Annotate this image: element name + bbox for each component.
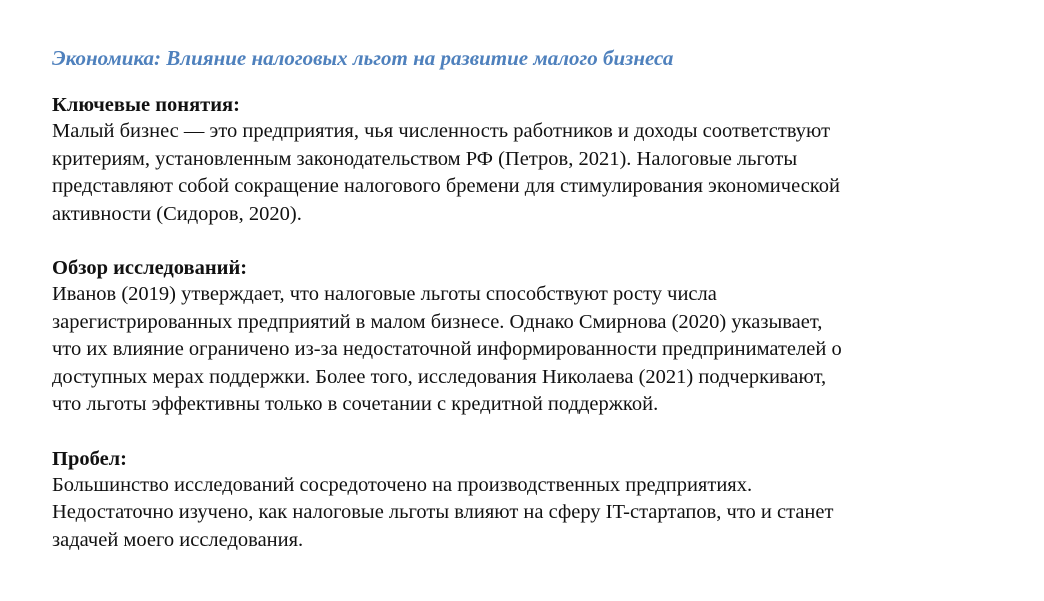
text-line: Малый бизнес — это предприятия, чья численность работников и доходы соответствуют (52, 120, 831, 142)
text-line: критериям, установленным законодательством РФ (Петров, 2021). Налоговые льготы (52, 147, 798, 170)
text-line: активности (Сидоров, 2020). (52, 202, 302, 225)
document-title: Экономика: Влияние налоговых льгот на развитие малого бизнеса (52, 46, 674, 70)
text-line: что их влияние ограничено из-за недостаточной информированности предпринимателей о (52, 338, 842, 360)
text-line: что льготы эффективны только в сочетании с кредитной поддержкой. (52, 393, 659, 415)
text-line: Недостаточно изучено, как налоговые льготы влияют на сферу IT-стартапов, что и станет (52, 501, 834, 523)
text-line: Иванов (2019) утверждает, что налоговые льготы способствуют росту числа (52, 283, 717, 305)
section-body (52, 281, 1022, 419)
section-key-concepts (52, 92, 1022, 228)
section-heading: Обзор исследований: (52, 257, 248, 279)
text-line: Большинство исследований сосредоточено на производственных предприятиях. (52, 473, 753, 496)
text-line: доступных мерах поддержки. Более того, исследования Николаева (2021) подчеркивают, (52, 365, 827, 388)
section-body (52, 118, 1022, 228)
section-research-gap (52, 446, 1022, 555)
text-line: представляют собой сокращение налогового бремени для стимулирования экономической (52, 175, 840, 197)
text-line: зарегистрированных предприятий в малом бизнесе. Однако Смирнова (2020) указывает, (52, 310, 823, 333)
text-line: задачей моего исследования. (52, 528, 304, 551)
section-heading: Ключевые понятия: (52, 94, 240, 116)
document-page (52, 44, 1022, 581)
section-body (52, 472, 1022, 555)
section-heading: Пробел: (52, 447, 128, 470)
section-research-review (52, 255, 1022, 419)
